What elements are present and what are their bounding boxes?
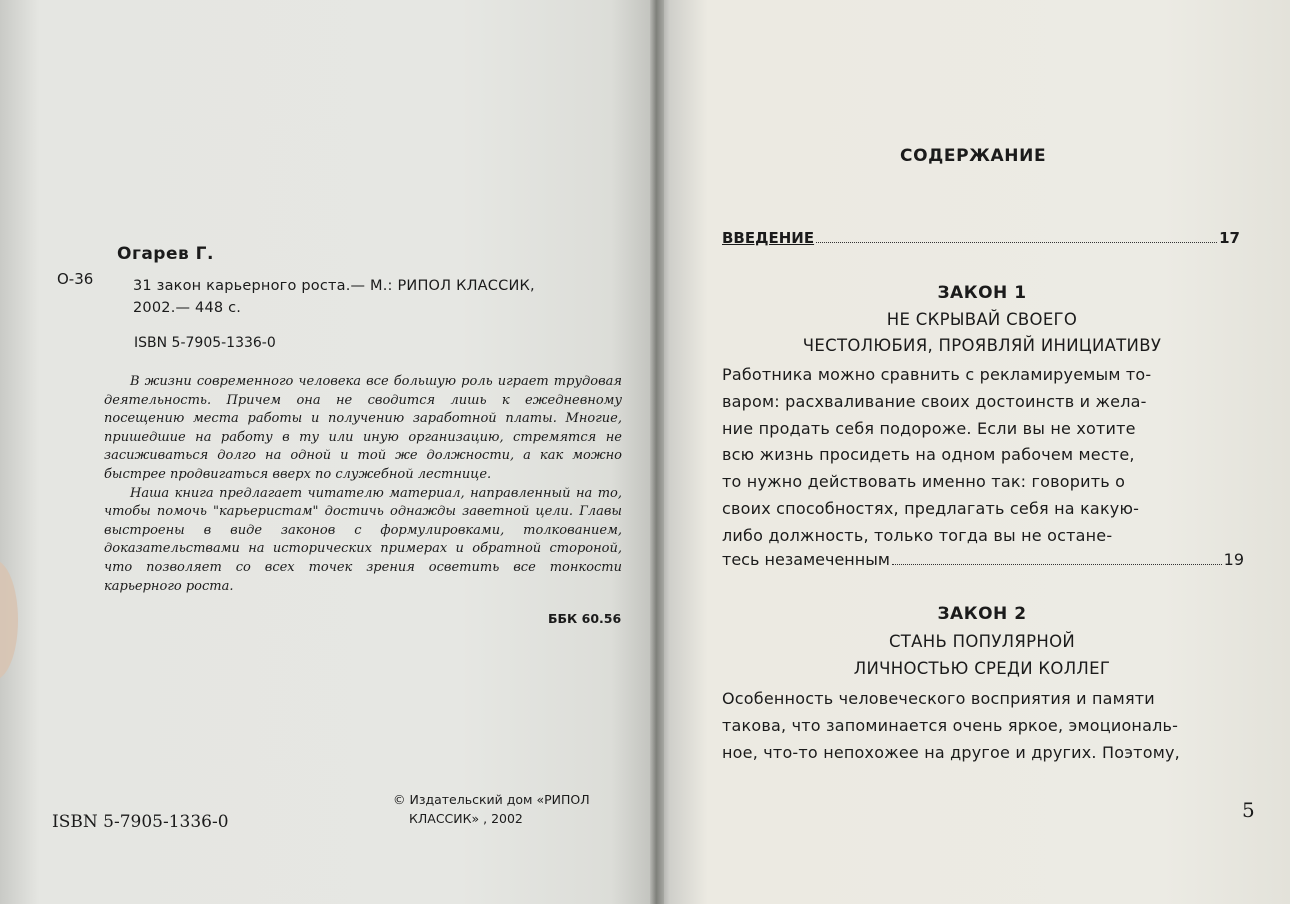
law-2-title-line-1: СТАНЬ ПОПУЛЯРНОЙ xyxy=(888,632,1076,651)
text-line: ние продать себя подороже. Если вы не хотите xyxy=(722,418,1136,438)
toc-entry-page: 19 xyxy=(1223,550,1244,569)
toc-entry-label: ВВЕДЕНИЕ xyxy=(722,229,815,247)
copyright xyxy=(393,790,590,828)
isbn-short: ISBN 5-7905-1336-0 xyxy=(134,335,276,351)
law-1-heading: ЗАКОН 1 xyxy=(937,283,1027,303)
page-number: 5 xyxy=(1242,798,1255,822)
law-2-title-line-2: ЛИЧНОСТЬЮ СРЕДИ КОЛЛЕГ xyxy=(853,659,1111,678)
annotation-paragraph-2: Наша книга предлагает читателю материал, направленный на то, чтобы помочь "карьеристам" достичь однажды заветной цели. Главы выстроены в виде законов с формулировками, толкованием, доказательствами на исторических примерах и обратной стороной, что позволяет со всех точек зрения осветить все тонкости карьерного роста. xyxy=(104,485,622,594)
copyright-line-2: КЛАССИК» , 2002 xyxy=(409,811,523,826)
annotation xyxy=(104,373,622,596)
annotation-paragraph-1: В жизни современного человека все большую роль играет трудовая деятельность. Причем она не сводится лишь к ежедневному посещению места работы и получению заработной платы. Многие, пришедшие на работу в ту или иную организацию, стремятся не засиживаться долго на одной и той же должности, а как можно быстрее продвигаться вверх по служебной лестнице. xyxy=(104,374,622,482)
leader-dots xyxy=(816,242,1217,243)
bibliographic-line-2: 2002.— 448 с. xyxy=(133,300,242,316)
leader-dots xyxy=(892,564,1222,565)
book-gutter xyxy=(650,0,664,904)
toc-entry-page: 17 xyxy=(1219,229,1240,247)
law-1-title-line-2: ЧЕСТОЛЮБИЯ, ПРОЯВЛЯЙ ИНИЦИАТИВУ xyxy=(802,336,1162,355)
bibliographic-line-1: 31 закон карьерного роста.— М.: РИПОЛ КЛАССИК, xyxy=(133,278,535,294)
law-1-title-line-1: НЕ СКРЫВАЙ СВОЕГО xyxy=(886,310,1078,329)
law-1-last-line: тесь незамеченным xyxy=(722,550,890,569)
classification-code: О-36 xyxy=(57,270,94,288)
text-line: всю жизнь просидеть на одном рабочем месте, xyxy=(722,445,1135,465)
isbn-bottom: ISBN 5-7905-1336-0 xyxy=(52,812,229,832)
text-line: Особенность человеческого восприятия и памяти xyxy=(722,689,1155,708)
text-line: варом: расхваливание своих достоинств и жела- xyxy=(722,391,1147,411)
text-line: то нужно действовать именно так: говорить о xyxy=(722,472,1126,492)
author-name: Огарев Г. xyxy=(117,244,214,264)
law-2-summary xyxy=(722,686,1246,766)
text-line: такова, что запоминается очень яркое, эмоциональ- xyxy=(722,715,1179,735)
law-2-heading: ЗАКОН 2 xyxy=(937,604,1027,624)
toc-entry-law-1[interactable] xyxy=(722,550,1244,569)
law-1-summary xyxy=(722,362,1246,550)
text-line: Работника можно сравнить с рекламируемым то- xyxy=(722,365,1152,384)
copyright-line-1: © Издательский дом «РИПОЛ xyxy=(393,792,590,807)
bbk-code: ББК 60.56 xyxy=(548,611,622,626)
finger-edge xyxy=(0,560,18,680)
text-line: либо должность, только тогда вы не останe- xyxy=(722,525,1113,545)
toc-title: СОДЕРЖАНИЕ xyxy=(900,146,1047,166)
toc-entry-introduction[interactable] xyxy=(722,229,1240,247)
text-line: ное, что-то непохожее на другое и других. Поэтому, xyxy=(722,742,1180,762)
text-line: своих способностях, предлагать себя на какую- xyxy=(722,498,1140,518)
